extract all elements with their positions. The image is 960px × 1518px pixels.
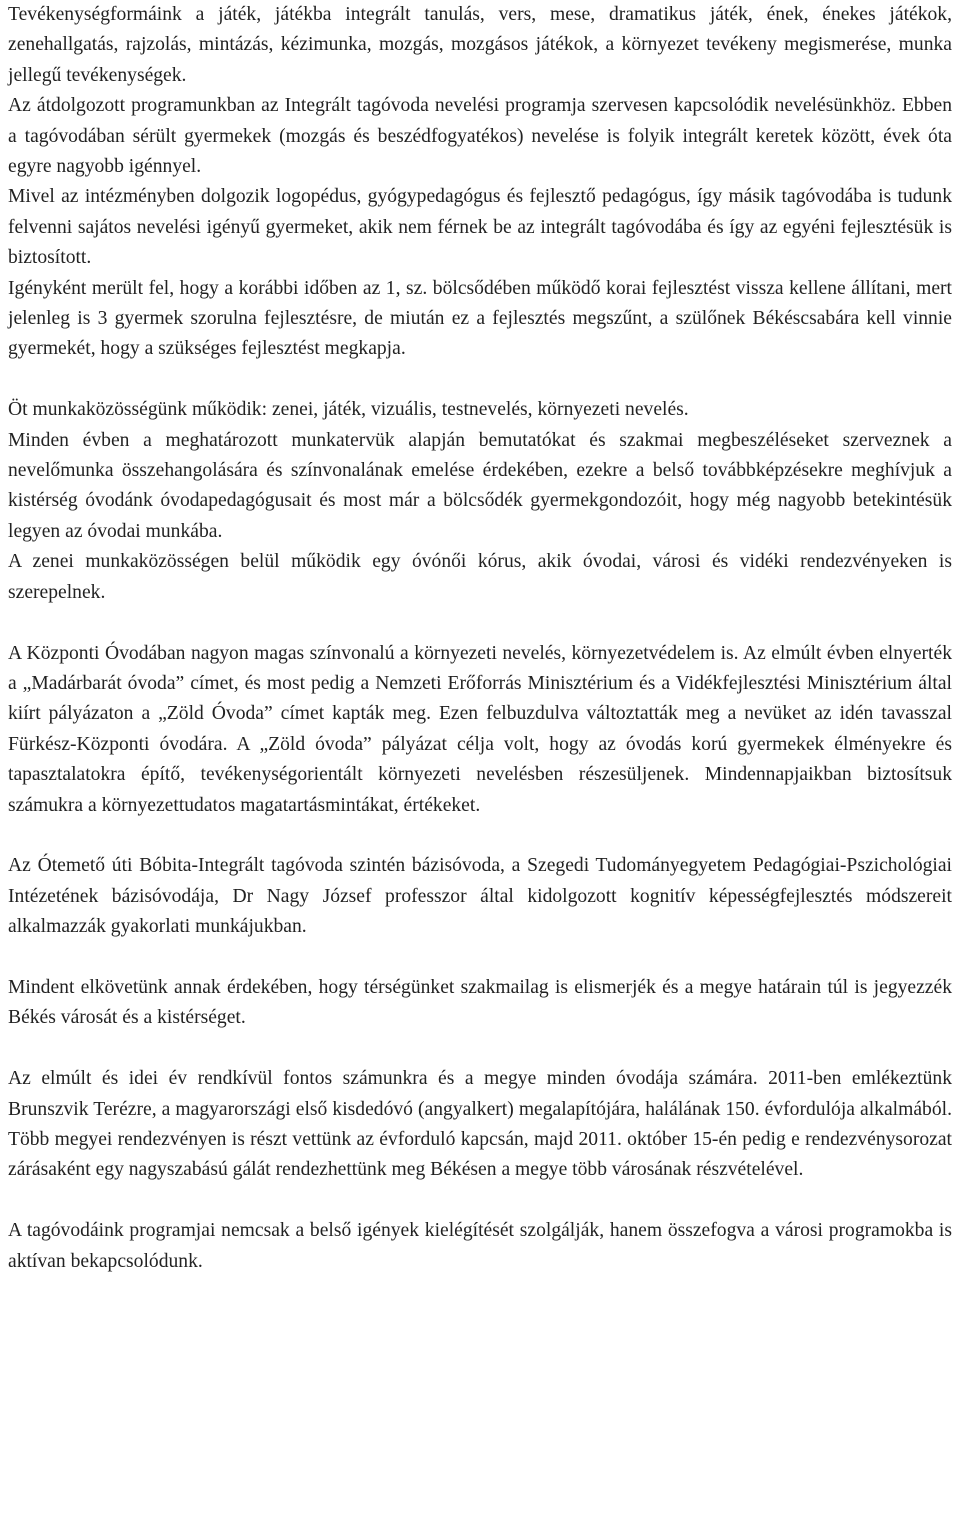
paragraph-specialists: Mivel az intézményben dolgozik logopédus, gyógypedagógus és fejlesztő pedagógus, így másik tagóvodába is tudunk felvenni sajátos nevelési igényű gyermeket, akik nem férnek be az integrált tagóvodába és így az egyéni fejlesztésük is biztosított. <box>8 186 952 269</box>
paragraph-demonstrations: Minden évben a meghatározott munkatervük alapján bemutatókat és szakmai megbeszéléseket szerveznek a nevelőmunka összehangolására és színvonalának emelése érdekében, ezekre a belső továbbképzésekre meghívjuk a kistérség óvodánk óvodapedagógusait és most már a bölcsődék gyermekgondozóit, hogy még nagyobb betekintésük legyen az óvodai munkába. <box>8 429 952 542</box>
paragraph-recognition: Mindent elkövetünk annak érdekében, hogy térségünket szakmailag is elismerjék és a megye határain túl is jegyezzék Békés városát és a kistérséget. <box>8 976 952 1029</box>
paragraph-city-programs: A tagóvodáink programjai nemcsak a belső igények kielégítését szolgálják, hanem összefogva a városi programokba is aktívan bekapcsolódunk. <box>8 1220 952 1272</box>
paragraph-gap <box>8 943 952 973</box>
paragraph-gap <box>8 1034 952 1064</box>
paragraph-integrated-program: Az átdolgozott programunkban az Integrált tagóvoda nevelési programja szervesen kapcsolódik nevelésünkhöz. Ebben a tagóvodában sérült gyermekek (mozgás és beszédfogyatékos) nevelése is folyik integrált keretek között, évek óta egyre nagyobb igénnyel. <box>8 95 952 178</box>
paragraph-gap <box>8 608 952 638</box>
paragraph-gap <box>8 365 952 395</box>
paragraph-anniversary: Az elmúlt és idei év rendkívül fontos számunkra és a megye minden óvodája számára. 2011-ben emlékeztünk Brunszvik Terézre, a magyarországi első kisdedóvó (angyalkert) megalapítójára, halálának 150. évfordulója alkalmából. Több megyei rendezvényen is részt vettünk az évforduló kapcsán, majd 2011. október 15-én pedig e rendezvénysorozat zárásaként egy nagyszabású gálát rendezhettünk meg Békésen a megye több városának részvételével. <box>8 1068 952 1181</box>
paragraph-activity-forms: Tevékenységformáink a játék, játékba integrált tanulás, vers, mese, dramatikus játék, ének, énekes játékok, zenehallgatás, rajzolás, mintázás, kézimunka, mozgás, mozgásos játékok, a környezet tevékeny megismerése, munka jellegű tevékenységek. <box>8 4 952 86</box>
paragraph-gap <box>8 1186 952 1216</box>
paragraph-work-communities: Öt munkaközösségünk működik: zenei, játék, vizuális, testnevelés, környezeti nevelés. <box>8 399 689 421</box>
paragraph-green-kindergarten: A Központi Óvodában nagyon magas színvonalú a környezeti nevelés, környezetvédelem is. Az elmúlt évben elnyerték a „Madárbarát óvoda” címet, és most pedig a Nemzeti Erőforrás Minisztérium és a Vidékfejlesztési Minisztérium által kiírt pályázaton a „Zöld Óvoda” címet kapták meg. Ezen felbuzdulva változtatták meg a nevüket az idén tavasszal Fürkész-Központi óvodára. A „Zöld óvoda” pályázat célja volt, hogy az óvodás korú gyermekek élményekre és tapasztalatokra építő, tevékenységorientált környezeti nevelésben részesüljenek. Mindennapjaikban biztosítsuk számukra a környezettudatos magatartásmintákat, értékeket. <box>8 642 952 816</box>
paragraph-choir: A zenei munkaközösségen belül működik egy óvónői kórus, akik óvodai, városi és vidéki rendezvényeken is szerepelnek. <box>8 551 952 603</box>
paragraph-early-development: Igényként merült fel, hogy a korábbi időben az 1, sz. bölcsődében működő korai fejlesztést vissza kellene állítani, mert jelenleg is 3 gyermek szorulna fejlesztésre, de miután ez a fejlesztés megszűnt, a szülőnek Békéscsabára kell vinnie gyermekét, hogy a szükséges fejlesztést megkapja. <box>8 277 952 360</box>
paragraph-gap <box>8 821 952 851</box>
paragraph-bobita-kindergarten: Az Ótemető úti Bóbita-Integrált tagóvoda szintén bázisóvoda, a Szegedi Tudományegyetem Pedagógiai-Pszichológiai Intézetének bázisóvodája, Dr Nagy József professzor által kidolgozott kognitív képességfejlesztés módszereit alkalmazzák gyakorlati munkájukban. <box>8 855 952 938</box>
